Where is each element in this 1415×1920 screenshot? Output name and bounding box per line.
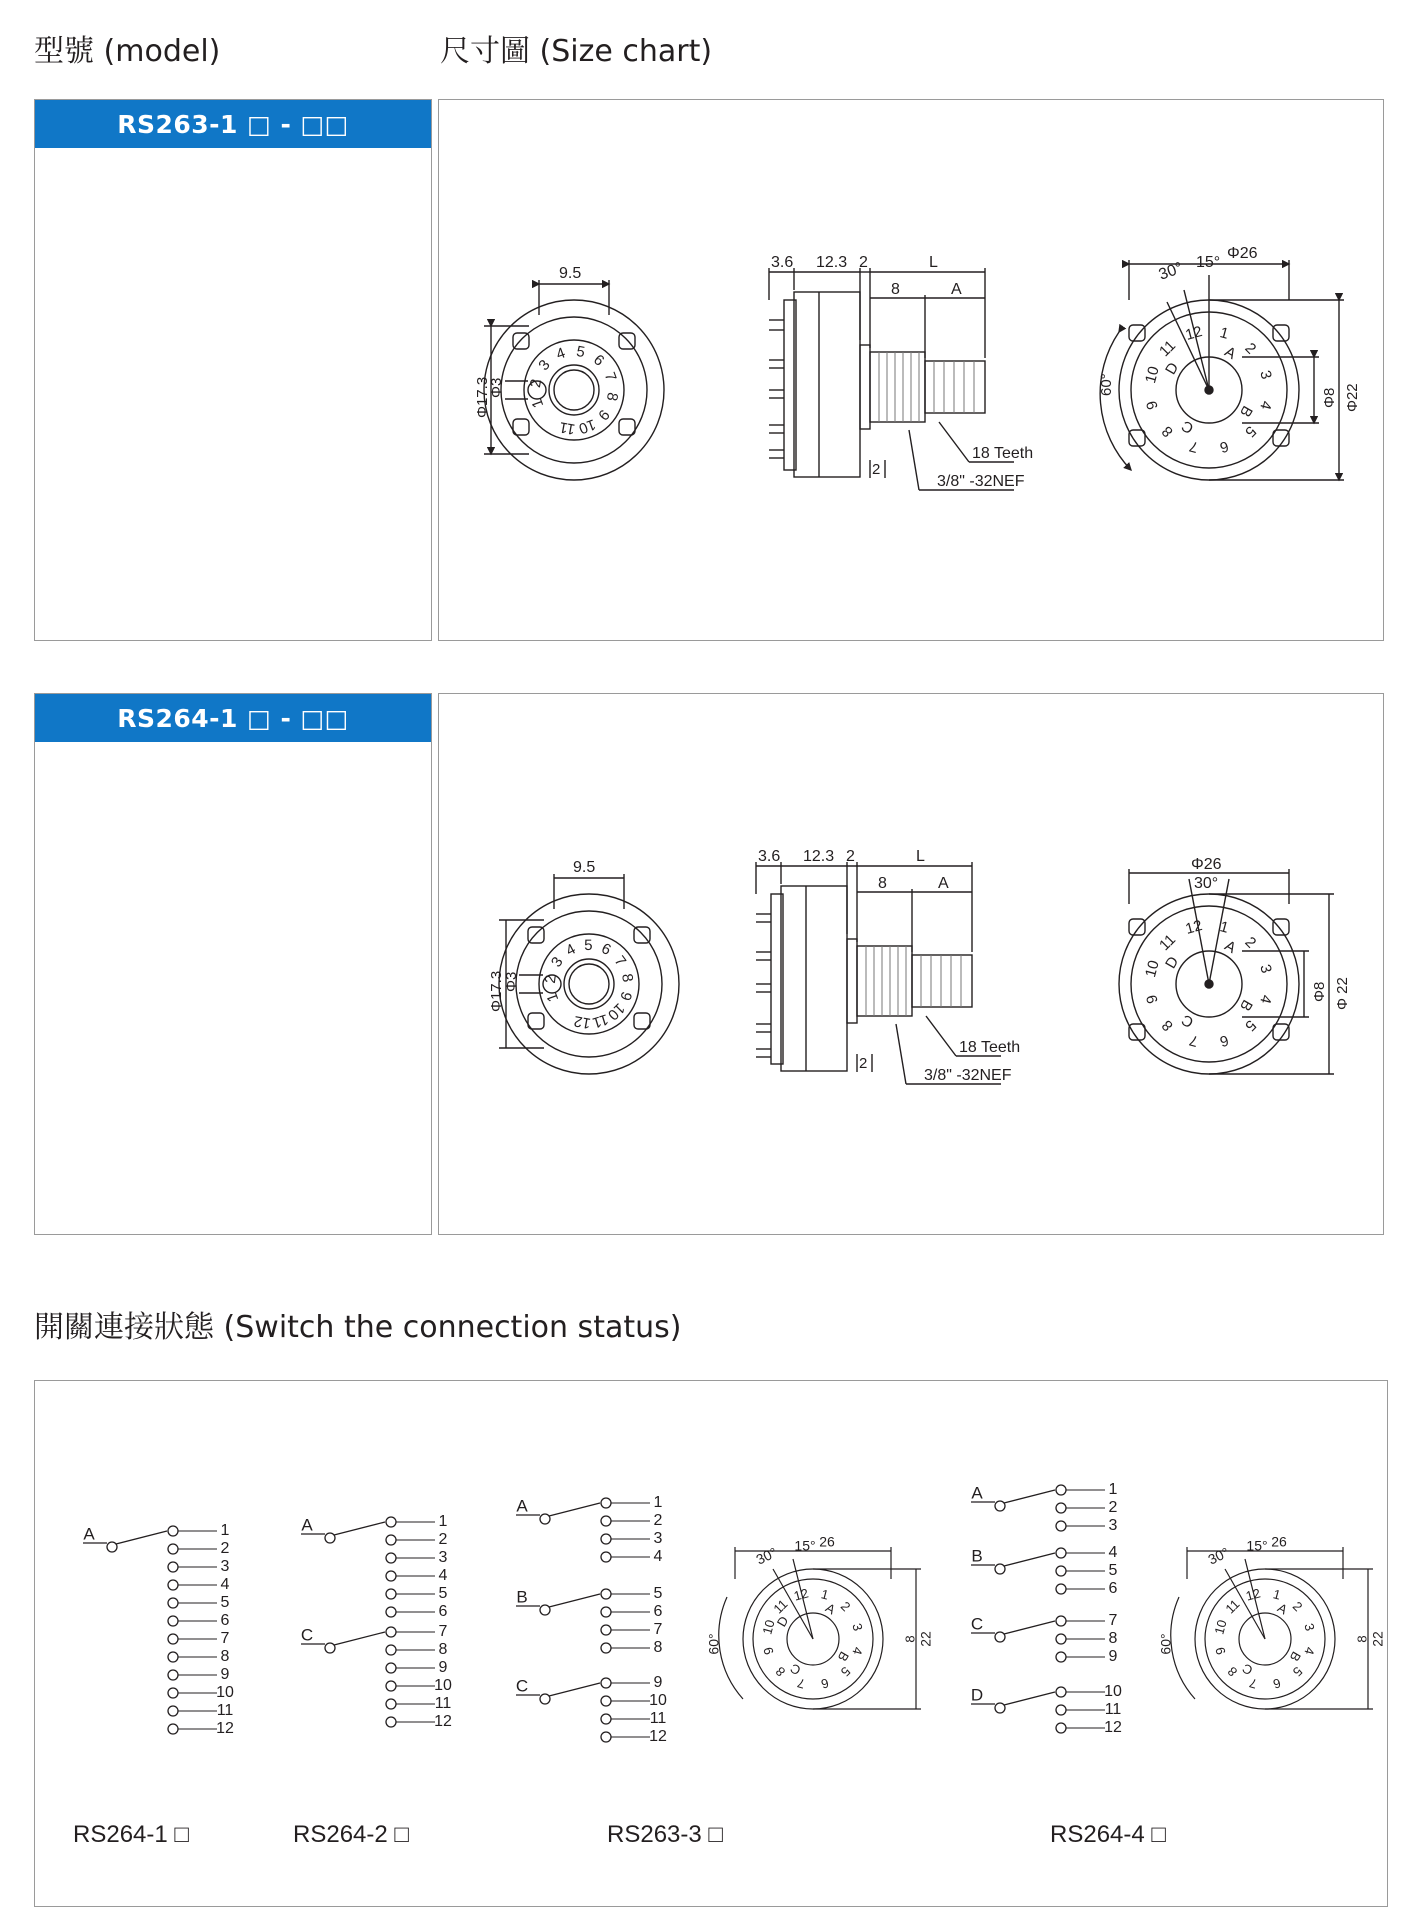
terminal-label: 5 (438, 1585, 448, 1603)
dim-d6-264: A (938, 875, 949, 892)
back-number: 10 (1142, 958, 1163, 980)
back-number: 10 (1142, 364, 1163, 386)
back-number: 9 (1143, 992, 1162, 1006)
mini-a30: 30° (1205, 1544, 1232, 1568)
mini-a60: 60° (1157, 1633, 1174, 1655)
back-letter: B (1235, 996, 1256, 1014)
terminal-label: 11 (649, 1710, 667, 1728)
mini-d26: 26 (819, 1533, 835, 1550)
pole-label: D (970, 1685, 984, 1705)
front-view-rs263 (484, 280, 664, 480)
dial-number: 3 (547, 953, 567, 971)
back-body: Φ22 (1344, 383, 1361, 412)
terminal-label: 7 (653, 1621, 663, 1639)
mini-number: 9 (760, 1645, 777, 1657)
dim-d7: 2 (872, 461, 881, 478)
dial-number: 6 (598, 940, 614, 959)
circuit-D (971, 1683, 1122, 1736)
terminal-label: 7 (438, 1623, 448, 1641)
mini-number: 3 (849, 1621, 866, 1633)
dial-number: 10 (576, 415, 598, 438)
terminal-label: 4 (438, 1567, 448, 1585)
terminal-label: 12 (434, 1713, 452, 1731)
terminal-label: 1 (220, 1522, 230, 1540)
terminal-label: 5 (1108, 1562, 1118, 1580)
mini-dial-labels (706, 1534, 934, 1692)
back-letter: C (1178, 1010, 1197, 1031)
mini-d22: 22 (917, 1631, 934, 1647)
mini-number: 9 (1212, 1645, 1229, 1657)
terminal-label: 2 (220, 1540, 230, 1558)
circuit-C (516, 1674, 667, 1745)
dial-numbers-rs264 (542, 937, 636, 1032)
terminal-label: 6 (1108, 1580, 1118, 1598)
back-shaft: Φ8 (1321, 387, 1338, 408)
dim-width: 9.5 (559, 265, 582, 282)
terminal-label: 10 (1104, 1683, 1122, 1701)
caption-rs264-1: RS264-1 □ (73, 1821, 189, 1848)
size-chart-rs263 (438, 99, 1384, 641)
model-label-rs264: RS264-1 □ - □□ (35, 694, 431, 742)
terminal-label: 4 (653, 1548, 663, 1566)
pole-label: B (516, 1587, 528, 1607)
terminal-label: 12 (216, 1720, 234, 1738)
back-angle30: 30° (1156, 259, 1186, 284)
circuit-B (516, 1585, 663, 1656)
back-number: 9 (1143, 398, 1162, 412)
mini-dials (706, 1534, 1386, 1709)
mini-letter: D (773, 1613, 792, 1630)
mini-number: 12 (1244, 1585, 1263, 1604)
terminal-label: 11 (216, 1702, 234, 1720)
mini-a60: 60° (705, 1633, 722, 1655)
dim-d5: 8 (891, 281, 900, 298)
mini-number: 11 (770, 1596, 791, 1617)
dial-number: 6 (590, 351, 608, 370)
dial-number: 1 (528, 396, 548, 411)
back-number: 1 (1217, 324, 1231, 343)
terminal-label: 2 (438, 1531, 448, 1549)
mini-letter: A (823, 1599, 839, 1618)
dial-number: 2 (526, 377, 546, 389)
terminal-label: 3 (1108, 1517, 1118, 1535)
mini-letter: B (1286, 1649, 1305, 1665)
back-number: 8 (1158, 422, 1177, 441)
connection-status-box (34, 1380, 1388, 1907)
dim-d1: 3.6 (771, 254, 794, 271)
dial-number: 12 (572, 1012, 593, 1032)
dial-number: 1 (543, 990, 563, 1005)
mini-number: 8 (1224, 1663, 1241, 1680)
terminal-label: 10 (434, 1677, 452, 1695)
mini-letter: A (1275, 1599, 1291, 1618)
mini-number: 1 (1271, 1586, 1283, 1603)
terminal-label: 12 (1104, 1719, 1122, 1737)
terminal-label: 1 (653, 1494, 663, 1512)
dial-number: 4 (563, 940, 579, 960)
model-label-rs263: RS263-1 □ - □□ (35, 100, 431, 148)
mini-number: 10 (759, 1618, 778, 1637)
thread-hatching-rs263 (879, 352, 974, 422)
back-number: 6 (1217, 1031, 1231, 1050)
back-angle15: 15° (1196, 254, 1221, 271)
dial-number: 5 (575, 342, 587, 362)
terminal-label: 1 (438, 1513, 448, 1531)
terminal-label: 8 (1108, 1630, 1118, 1648)
mini-number: 11 (1222, 1596, 1243, 1617)
terminal-label: 7 (1108, 1612, 1118, 1630)
back-rot: 60° (1098, 373, 1115, 396)
mini-d22: 22 (1369, 1631, 1386, 1647)
thread-label: 3/8" -32NEF (937, 473, 1025, 490)
circuit-C (301, 1623, 452, 1730)
back-number: 5 (1241, 422, 1260, 441)
dim-d3-264: 2 (846, 848, 855, 865)
mini-d26: 26 (1271, 1533, 1287, 1550)
dim-width-264: 9.5 (573, 859, 596, 876)
mini-number: 2 (1289, 1598, 1306, 1615)
mini-number: 10 (1211, 1618, 1230, 1637)
circuit-C (971, 1612, 1118, 1665)
dim-hole: Φ3 (488, 377, 505, 398)
mini-number: 12 (792, 1585, 811, 1604)
back-number: 6 (1217, 437, 1231, 456)
terminal-label: 2 (653, 1512, 663, 1530)
back-dia-264: Φ26 (1191, 856, 1222, 873)
dim-d4: L (929, 254, 938, 271)
terminal-label: 6 (438, 1603, 448, 1621)
mini-number: 5 (1289, 1663, 1306, 1680)
front-view-rs264 (499, 874, 679, 1074)
model-heading: 型號 (model) (34, 34, 221, 69)
mini-a30: 30° (753, 1544, 780, 1568)
terminal-label: 4 (220, 1576, 230, 1594)
circuit-A (83, 1522, 234, 1737)
teeth-label-264: 18 Teeth (959, 1039, 1021, 1056)
pole-label: B (971, 1546, 983, 1566)
size-chart-heading: 尺寸圖 (Size chart) (440, 34, 713, 69)
mini-number: 1 (819, 1586, 831, 1603)
size-chart-rs264 (438, 693, 1384, 1235)
dial-number: 10 (604, 999, 628, 1024)
back-letter: B (1235, 402, 1256, 420)
teeth-label: 18 Teeth (972, 445, 1034, 462)
pole-label: C (300, 1625, 314, 1645)
terminal-label: 11 (434, 1695, 452, 1713)
terminal-label: 9 (1108, 1648, 1118, 1666)
terminal-label: 9 (438, 1659, 448, 1677)
back-number: 5 (1241, 1016, 1260, 1035)
back-number: 3 (1256, 368, 1275, 382)
dial-numbers-rs263 (527, 343, 621, 438)
dial-number: 2 (541, 973, 560, 985)
dial-number: 5 (584, 936, 593, 955)
mini-number: 6 (819, 1675, 831, 1692)
mini-d8: 8 (902, 1635, 918, 1643)
dial-number: 3 (535, 356, 554, 374)
mini-number: 8 (772, 1663, 789, 1680)
back-number: 2 (1241, 933, 1260, 952)
back-number: 4 (1256, 992, 1275, 1006)
thread-hatching-rs264 (866, 946, 961, 1016)
terminal-label: 6 (653, 1603, 663, 1621)
back-number: 4 (1256, 398, 1275, 412)
back-angle-264: 30° (1194, 875, 1219, 892)
dial-number: 9 (616, 989, 635, 1003)
terminal-label: 3 (220, 1558, 230, 1576)
dial-number: 7 (610, 952, 630, 970)
terminal-label: 8 (220, 1648, 230, 1666)
terminal-label: 9 (220, 1666, 230, 1684)
dial-number: 8 (602, 391, 622, 403)
mini-dial-labels (1158, 1534, 1386, 1692)
back-number: 11 (1156, 931, 1180, 955)
dim-d4-264: L (916, 848, 925, 865)
terminal-label: 8 (438, 1641, 448, 1659)
terminal-label: 6 (220, 1612, 230, 1630)
dim-outer-dia: Φ17.3 (474, 376, 491, 418)
terminal-label: 3 (653, 1530, 663, 1548)
terminal-label: 5 (220, 1594, 230, 1612)
dial-number: 8 (617, 972, 637, 984)
mini-letter: C (787, 1660, 804, 1679)
mini-number: 5 (837, 1663, 854, 1680)
pole-label: A (83, 1524, 95, 1544)
dim-outer-dia-264: Φ17.3 (488, 970, 505, 1012)
model-box-rs263 (34, 99, 432, 641)
mini-dial (719, 1547, 921, 1709)
back-letter: A (1221, 343, 1239, 364)
terminal-label: 2 (1108, 1499, 1118, 1517)
back-number: 8 (1158, 1016, 1177, 1035)
mini-dial (1171, 1547, 1373, 1709)
terminal-label: 4 (1108, 1544, 1118, 1562)
terminal-label: 5 (653, 1585, 663, 1603)
back-letter: A (1221, 937, 1239, 958)
terminal-label: 3 (438, 1549, 448, 1567)
back-body-264: Φ 22 (1334, 977, 1351, 1010)
mini-number: 2 (837, 1598, 854, 1615)
back-number: 12 (1183, 323, 1205, 344)
terminal-label: 8 (653, 1639, 663, 1657)
mini-number: 3 (1301, 1621, 1318, 1633)
circuit-A (971, 1481, 1118, 1534)
dial-number: 11 (590, 1010, 611, 1032)
terminal-label: 1 (1108, 1481, 1118, 1499)
circuit-A (301, 1513, 448, 1620)
mini-letter: B (834, 1649, 853, 1665)
circuit-A (516, 1494, 663, 1565)
mini-letter: C (1239, 1660, 1256, 1679)
mini-number: 7 (1247, 1675, 1259, 1692)
mini-number: 7 (795, 1675, 807, 1692)
back-letter: D (1162, 953, 1183, 972)
caption-rs264-2: RS264-2 □ (293, 1821, 409, 1848)
dial-number: 9 (594, 406, 613, 424)
mini-number: 6 (1271, 1675, 1283, 1692)
back-number: 3 (1256, 962, 1275, 976)
circuit-B (971, 1544, 1118, 1597)
pole-label: A (301, 1515, 313, 1535)
terminal-label: 10 (649, 1692, 667, 1710)
back-dia: Φ26 (1227, 245, 1258, 262)
dial-number: 7 (600, 369, 620, 384)
terminal-label: 7 (220, 1630, 230, 1648)
back-number: 7 (1187, 1031, 1201, 1050)
back-number: 11 (1156, 337, 1180, 361)
caption-rs263-3: RS263-3 □ (607, 1821, 723, 1848)
caption-rs264-4: RS264-4 □ (1050, 1821, 1166, 1848)
mini-number: 4 (1301, 1645, 1318, 1657)
pole-label: A (971, 1483, 983, 1503)
model-box-rs264 (34, 693, 432, 1235)
dim-d1-264: 3.6 (758, 848, 781, 865)
back-letter: D (1162, 359, 1183, 378)
terminal-label: 12 (649, 1728, 667, 1746)
dial-number: 4 (553, 344, 568, 364)
back-number: 12 (1183, 917, 1205, 938)
dim-d3: 2 (859, 254, 868, 271)
mini-number: 4 (849, 1645, 866, 1657)
back-number: 2 (1241, 339, 1260, 358)
dim-d5-264: 8 (878, 875, 887, 892)
mini-d8: 8 (1354, 1635, 1370, 1643)
terminal-label: 9 (653, 1674, 663, 1692)
dim-d2: 12.3 (816, 254, 848, 271)
back-number: 7 (1187, 437, 1201, 456)
pole-label: C (970, 1614, 984, 1634)
pole-label: A (516, 1496, 528, 1516)
back-shaft-264: Φ8 (1311, 981, 1328, 1002)
switch-circuits (83, 1481, 1122, 1745)
dim-hole-264: Φ3 (503, 971, 520, 992)
connection-heading: 開關連接狀態 (Switch the connection status) (34, 1310, 682, 1345)
thread-label-264: 3/8" -32NEF (924, 1067, 1012, 1084)
dim-d7-264: 2 (859, 1055, 868, 1072)
pole-label: C (515, 1676, 529, 1696)
back-letter: C (1178, 416, 1197, 437)
dim-d2-264: 12.3 (803, 848, 835, 865)
dim-d6: A (951, 281, 962, 298)
terminal-label: 10 (216, 1684, 234, 1702)
back-number: 1 (1217, 918, 1231, 937)
terminal-label: 11 (1104, 1701, 1122, 1719)
mini-a15: 15° (1246, 1537, 1268, 1554)
mini-a15: 15° (794, 1537, 816, 1554)
dial-number: 11 (558, 418, 577, 438)
